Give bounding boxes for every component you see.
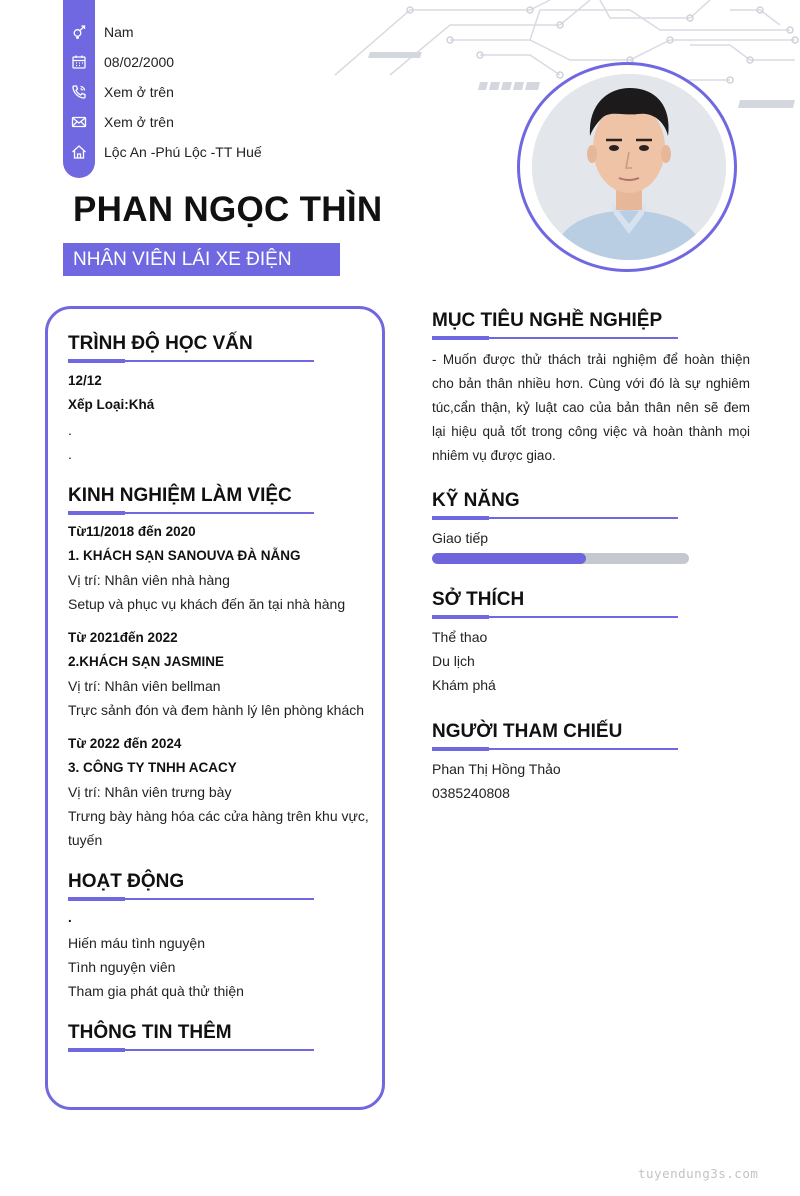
job-description: Trưng bày hàng hóa các cửa hàng trên khu vực, — [68, 808, 369, 824]
activity-item: . — [68, 910, 72, 925]
activities-section — [68, 870, 314, 900]
objective-text: - Muốn được thử thách trải nghiệm để hoàn thiện cho bản thân nhiều hơn. Cùng với đó là sự nghiêm túc,cẩn thận, kỷ luật cao của bản thân nên sẽ đem lại hiệu quả tốt trong công việc và hoàn thành mọi nhiêm vụ được giao. — [432, 352, 750, 463]
job-position: Vị trí: Nhân viên nhà hàng — [68, 572, 230, 588]
hobbies-title: SỞ THÍCH — [432, 589, 525, 610]
skills-section — [432, 489, 678, 519]
gender-value: Nam — [104, 24, 134, 40]
additional-section — [68, 1021, 314, 1051]
objective-divider — [432, 337, 678, 339]
skill-bar-fill — [432, 553, 586, 564]
activity-item: Tình nguyện viên — [68, 959, 176, 975]
dob-value: 08/02/2000 — [104, 54, 175, 70]
calendar-icon — [63, 50, 95, 74]
job-description: Setup và phục vụ khách đến ăn tại nhà hàng — [68, 596, 346, 612]
job-period: Từ 2022 đến 2024 — [68, 736, 182, 751]
gender-icon — [63, 20, 95, 44]
skills-divider — [432, 517, 678, 519]
avatar — [532, 74, 726, 260]
hobby-item: Khám phá — [432, 677, 496, 693]
hobbies-section — [432, 588, 678, 618]
skill-bar — [432, 553, 689, 564]
candidate-name: PHAN NGỌC THÌN — [73, 190, 383, 229]
phone-value: Xem ở trên — [104, 84, 174, 100]
contact-gender — [63, 20, 343, 44]
experience-title: KINH NGHIỆM LÀM VIỆC — [68, 485, 292, 506]
phone-icon — [63, 80, 95, 104]
contact-email — [63, 110, 343, 134]
objective-section — [432, 309, 678, 339]
objective-title: MỤC TIÊU NGHỀ NGHIỆP — [432, 310, 663, 331]
contact-phone — [63, 80, 343, 104]
education-divider — [68, 360, 314, 362]
education-title: TRÌNH ĐỘ HỌC VẤN — [68, 333, 253, 354]
education-line: Xếp Loại:Khá — [68, 397, 155, 412]
reference-name: Phan Thị Hồng Thảo — [432, 761, 561, 777]
job-period: Từ 2021đến 2022 — [68, 630, 178, 645]
education-line: . — [68, 422, 72, 438]
job-description-cont: tuyến — [68, 832, 103, 848]
activities-title: HOẠT ĐỘNG — [68, 871, 185, 892]
job-position: Vị trí: Nhân viên trưng bày — [68, 784, 232, 800]
job-company: 2.KHÁCH SẠN JASMINE — [68, 654, 225, 669]
experience-section — [68, 484, 314, 514]
job-company: 3. CÔNG TY TNHH ACACY — [68, 760, 237, 775]
hobbies-divider — [432, 616, 678, 618]
additional-title: THÔNG TIN THÊM — [68, 1022, 232, 1043]
hobby-item: Du lịch — [432, 653, 475, 669]
job-period: Từ11/2018 đến 2020 — [68, 524, 196, 539]
education-line: 12/12 — [68, 373, 102, 388]
references-divider — [432, 748, 678, 750]
references-title: NGƯỜI THAM CHIẾU — [432, 721, 623, 742]
job-company: 1. KHÁCH SẠN SANOUVA ĐÀ NẴNG — [68, 548, 301, 563]
activity-item: Tham gia phát quà thử thiện — [68, 983, 244, 999]
activity-item: Hiến máu tình nguyện — [68, 935, 205, 951]
job-position: Vị trí: Nhân viên bellman — [68, 678, 221, 694]
hobby-item: Thể thao — [432, 629, 488, 645]
experience-divider — [68, 512, 314, 514]
references-section — [432, 720, 678, 750]
job-title-banner: NHÂN VIÊN LÁI XE ĐIỆN — [63, 243, 340, 276]
education-section — [68, 332, 314, 362]
home-icon — [63, 140, 95, 164]
education-line: . — [68, 446, 72, 462]
additional-divider — [68, 1049, 314, 1051]
contact-dob — [63, 50, 343, 74]
reference-phone: 0385240808 — [432, 785, 510, 801]
activities-divider — [68, 898, 314, 900]
contact-address — [63, 140, 343, 164]
mail-icon — [63, 110, 95, 134]
skill-name: Giao tiếp — [432, 530, 489, 546]
address-value: Lộc An -Phú Lộc -TT Huế — [104, 144, 262, 160]
skills-title: KỸ NĂNG — [432, 490, 520, 511]
email-value: Xem ở trên — [104, 114, 174, 130]
watermark: tuyendung3s.com — [638, 1166, 759, 1181]
job-description: Trực sảnh đón và đem hành lý lên phòng khách — [68, 702, 365, 718]
